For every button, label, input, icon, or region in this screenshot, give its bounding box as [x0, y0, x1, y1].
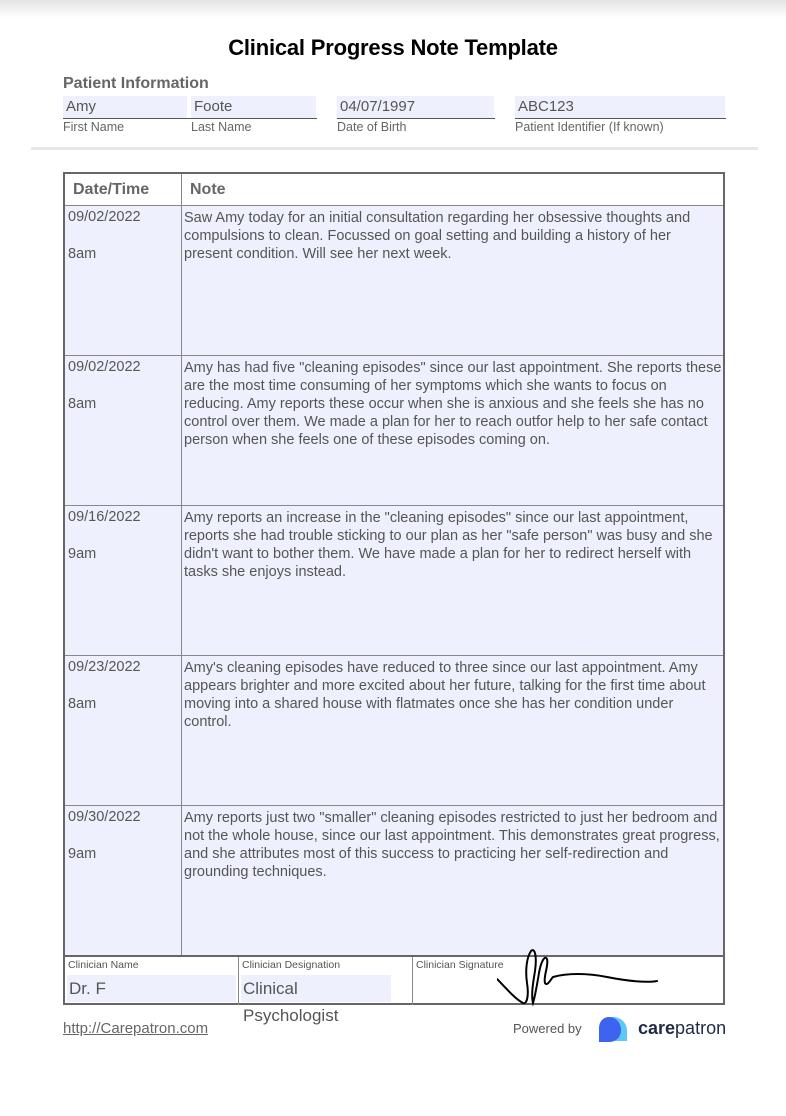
row-time: 8am — [68, 696, 97, 712]
row-note: Amy reports an increase in the "cleaning episodes" since our last appointment, reports she had trouble sticking to our plan as her "safe person" was busy and she didn't want to bother them. We have made a plan for her to redirect herself with tasks she enjoys instead. — [184, 510, 713, 580]
date-cell[interactable] — [65, 506, 181, 655]
row-time: 9am — [68, 846, 97, 862]
date-of-birth-field[interactable]: 04/07/1997 — [337, 96, 494, 118]
brand-bold: care — [638, 1018, 676, 1038]
first-name-field[interactable]: Amy — [63, 96, 187, 118]
date-cell[interactable] — [65, 656, 181, 805]
table-row — [65, 806, 723, 956]
row-time: 9am — [68, 546, 97, 562]
row-note: Amy reports just two "smaller" cleaning episodes restricted to just her bedroom and not the whole house, since our last appointment. This demonstrates great progress, and she attributes most of this success to practicing her self-redirection and grounding techniques. — [184, 810, 720, 880]
table-row — [65, 656, 723, 806]
row-date: 09/16/2022 — [68, 509, 141, 525]
note-cell[interactable] — [182, 206, 723, 355]
section-divider — [31, 147, 758, 150]
note-cell[interactable] — [182, 506, 723, 655]
handwritten-signature-icon — [497, 949, 667, 1013]
clinician-designation-caption: Clinician Designation — [242, 959, 341, 971]
row-time: 8am — [68, 246, 97, 262]
last-name-caption: Last Name — [191, 120, 252, 134]
name-underline — [63, 118, 317, 119]
clinician-designation-field[interactable]: Clinical Psychologist — [241, 975, 391, 1002]
column-divider — [181, 174, 182, 955]
clinician-name-cell — [65, 957, 238, 1005]
top-shadow — [0, 0, 786, 18]
row-note: Amy's cleaning episodes have reduced to three since our last appointment. Amy appears brighter and more excited about her future, talking for the first time about moving into a shared house with flatmates once she has her condition under control. — [184, 660, 706, 730]
patient-info-heading: Patient Information — [63, 75, 209, 92]
date-cell[interactable] — [65, 206, 181, 355]
header-date-time: Date/Time — [73, 181, 150, 198]
header-note: Note — [190, 181, 226, 198]
row-note: Amy has had five "cleaning episodes" since our last appointment. She reports these are the most time consuming of her symptoms which she wants to focus on reducing. Amy reports these occur when she is anxious and she feels she has no control over them. We made a plan for her to reach outfor help to her safe contact person when she feels one of these episodes coming on. — [184, 360, 722, 448]
first-name-caption: First Name — [63, 120, 125, 134]
carepatron-link[interactable]: http://Carepatron.com — [63, 1020, 209, 1037]
date-of-birth-caption: Date of Birth — [337, 120, 407, 134]
table-row — [65, 206, 723, 356]
carepatron-logo-icon — [597, 1015, 637, 1043]
note-cell[interactable] — [182, 656, 723, 805]
table-row — [65, 356, 723, 506]
clinician-row — [65, 955, 723, 1025]
table-header — [65, 174, 723, 206]
clinician-name-field[interactable]: Dr. F — [67, 975, 236, 1002]
row-note: Saw Amy today for an initial consultation regarding her obsessive thoughts and compulsions to clean. Focussed on goal setting and building a history of her present condition. Will see her next week. — [184, 210, 691, 262]
carepatron-wordmark — [638, 1018, 726, 1039]
row-date: 09/02/2022 — [68, 359, 141, 375]
brand-regular: patron — [675, 1018, 727, 1038]
clinician-name-caption: Clinician Name — [68, 959, 139, 971]
last-name-field[interactable]: Foote — [191, 96, 316, 118]
identifier-underline — [515, 118, 726, 119]
row-date: 09/02/2022 — [68, 209, 141, 225]
clinician-signature-caption: Clinician Signature — [416, 959, 504, 971]
document-title: Clinical Progress Note Template — [228, 35, 558, 60]
note-cell[interactable] — [182, 806, 723, 955]
patient-identifier-caption: Patient Identifier (If known) — [515, 120, 664, 134]
dob-underline — [337, 118, 495, 119]
date-cell[interactable] — [65, 806, 181, 955]
row-date: 09/23/2022 — [68, 659, 141, 675]
progress-notes-table — [63, 172, 725, 1025]
clinician-designation-cell — [239, 957, 412, 1025]
patient-identifier-field[interactable]: ABC123 — [515, 96, 725, 118]
row-time: 8am — [68, 396, 97, 412]
date-cell[interactable] — [65, 356, 181, 505]
row-date: 09/30/2022 — [68, 809, 141, 825]
table-row — [65, 506, 723, 656]
note-cell[interactable] — [182, 356, 723, 505]
powered-by-label: Powered by — [513, 1021, 582, 1036]
